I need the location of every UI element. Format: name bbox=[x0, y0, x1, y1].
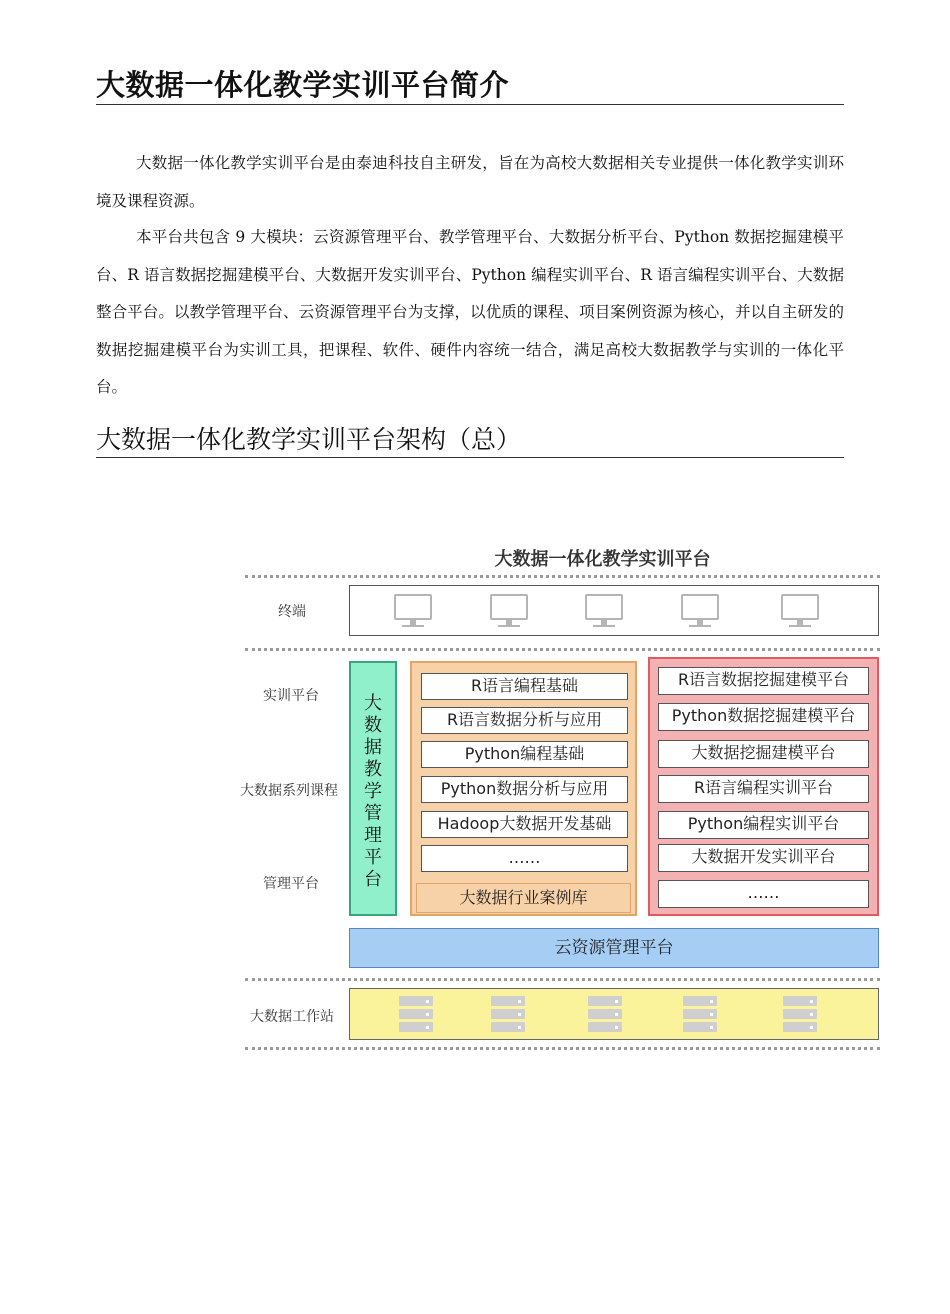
cloud-resource-platform: 云资源管理平台 bbox=[349, 928, 879, 968]
monitor-icon bbox=[490, 594, 528, 628]
server-icon bbox=[588, 996, 622, 1032]
course-item: R语言数据分析与应用 bbox=[421, 707, 628, 734]
diagram-title: 大数据一体化教学实训平台 bbox=[494, 549, 711, 570]
modules-paragraph: 本平台共包含 9 大模块：云资源管理平台、教学管理平台、大数据分析平台、Python 数据挖掘建模平台、R 语言数据挖掘建模平台、大数据开发实训平台、Python 编程实训平台、R 语言编程实训平台、大数据整合平台。以教学管理平台、云资源管理平台为支撑，以优质的课程、项目案例资源为核心，并以自主研发的数据挖掘建模平台为实训工具，把课程、软件、硬件内容统一结合，满足高校大数据教学与实训的一体化平台。 bbox=[96, 228, 844, 396]
server-icon bbox=[683, 996, 717, 1032]
platform-item: 大数据开发实训平台 bbox=[658, 844, 869, 872]
case-library: 大数据行业案例库 bbox=[416, 883, 631, 913]
course-item: Hadoop大数据开发基础 bbox=[421, 811, 628, 838]
label-courses: 大数据系列课程 bbox=[240, 783, 338, 799]
server-icon bbox=[491, 996, 525, 1032]
intro-paragraph: 大数据一体化教学实训平台是由泰迪科技自主研发，旨在为高校大数据相关专业提供一体化教学实训环境及课程资源。 bbox=[96, 154, 844, 210]
platform-item: R语言编程实训平台 bbox=[658, 775, 869, 803]
training-platforms-box bbox=[648, 657, 879, 916]
label-training-platform: 实训平台 bbox=[263, 688, 319, 704]
course-item: Python编程基础 bbox=[421, 741, 628, 768]
divider bbox=[245, 575, 880, 578]
course-series-box bbox=[410, 661, 637, 916]
architecture-diagram bbox=[240, 535, 885, 1055]
page-title: 大数据一体化教学实训平台简介 bbox=[96, 68, 844, 105]
divider bbox=[245, 648, 880, 651]
monitor-icon bbox=[781, 594, 819, 628]
platform-item: Python数据挖掘建模平台 bbox=[658, 703, 869, 731]
server-icon bbox=[399, 996, 433, 1032]
platform-item: R语言数据挖掘建模平台 bbox=[658, 667, 869, 695]
monitor-icon bbox=[394, 594, 432, 628]
terminal-row bbox=[349, 585, 879, 636]
course-item: R语言编程基础 bbox=[421, 673, 628, 700]
course-item: Python数据分析与应用 bbox=[421, 776, 628, 803]
platform-item: 大数据挖掘建模平台 bbox=[658, 740, 869, 768]
label-terminal: 终端 bbox=[278, 604, 306, 620]
monitor-icon bbox=[681, 594, 719, 628]
monitor-icon bbox=[585, 594, 623, 628]
teaching-management-platform bbox=[349, 661, 397, 916]
platform-item: Python编程实训平台 bbox=[658, 811, 869, 839]
server-icon bbox=[783, 996, 817, 1032]
workstation-row bbox=[349, 988, 879, 1040]
label-management: 管理平台 bbox=[263, 876, 319, 892]
platform-item: …… bbox=[658, 880, 869, 908]
divider bbox=[245, 978, 880, 981]
label-workstation: 大数据工作站 bbox=[250, 1009, 334, 1025]
course-item: …… bbox=[421, 845, 628, 872]
divider bbox=[245, 1047, 880, 1050]
section-heading: 大数据一体化教学实训平台架构（总） bbox=[96, 425, 844, 458]
teaching-management-label: 大 数 据 教 学 管 理 平 台 bbox=[364, 693, 382, 890]
